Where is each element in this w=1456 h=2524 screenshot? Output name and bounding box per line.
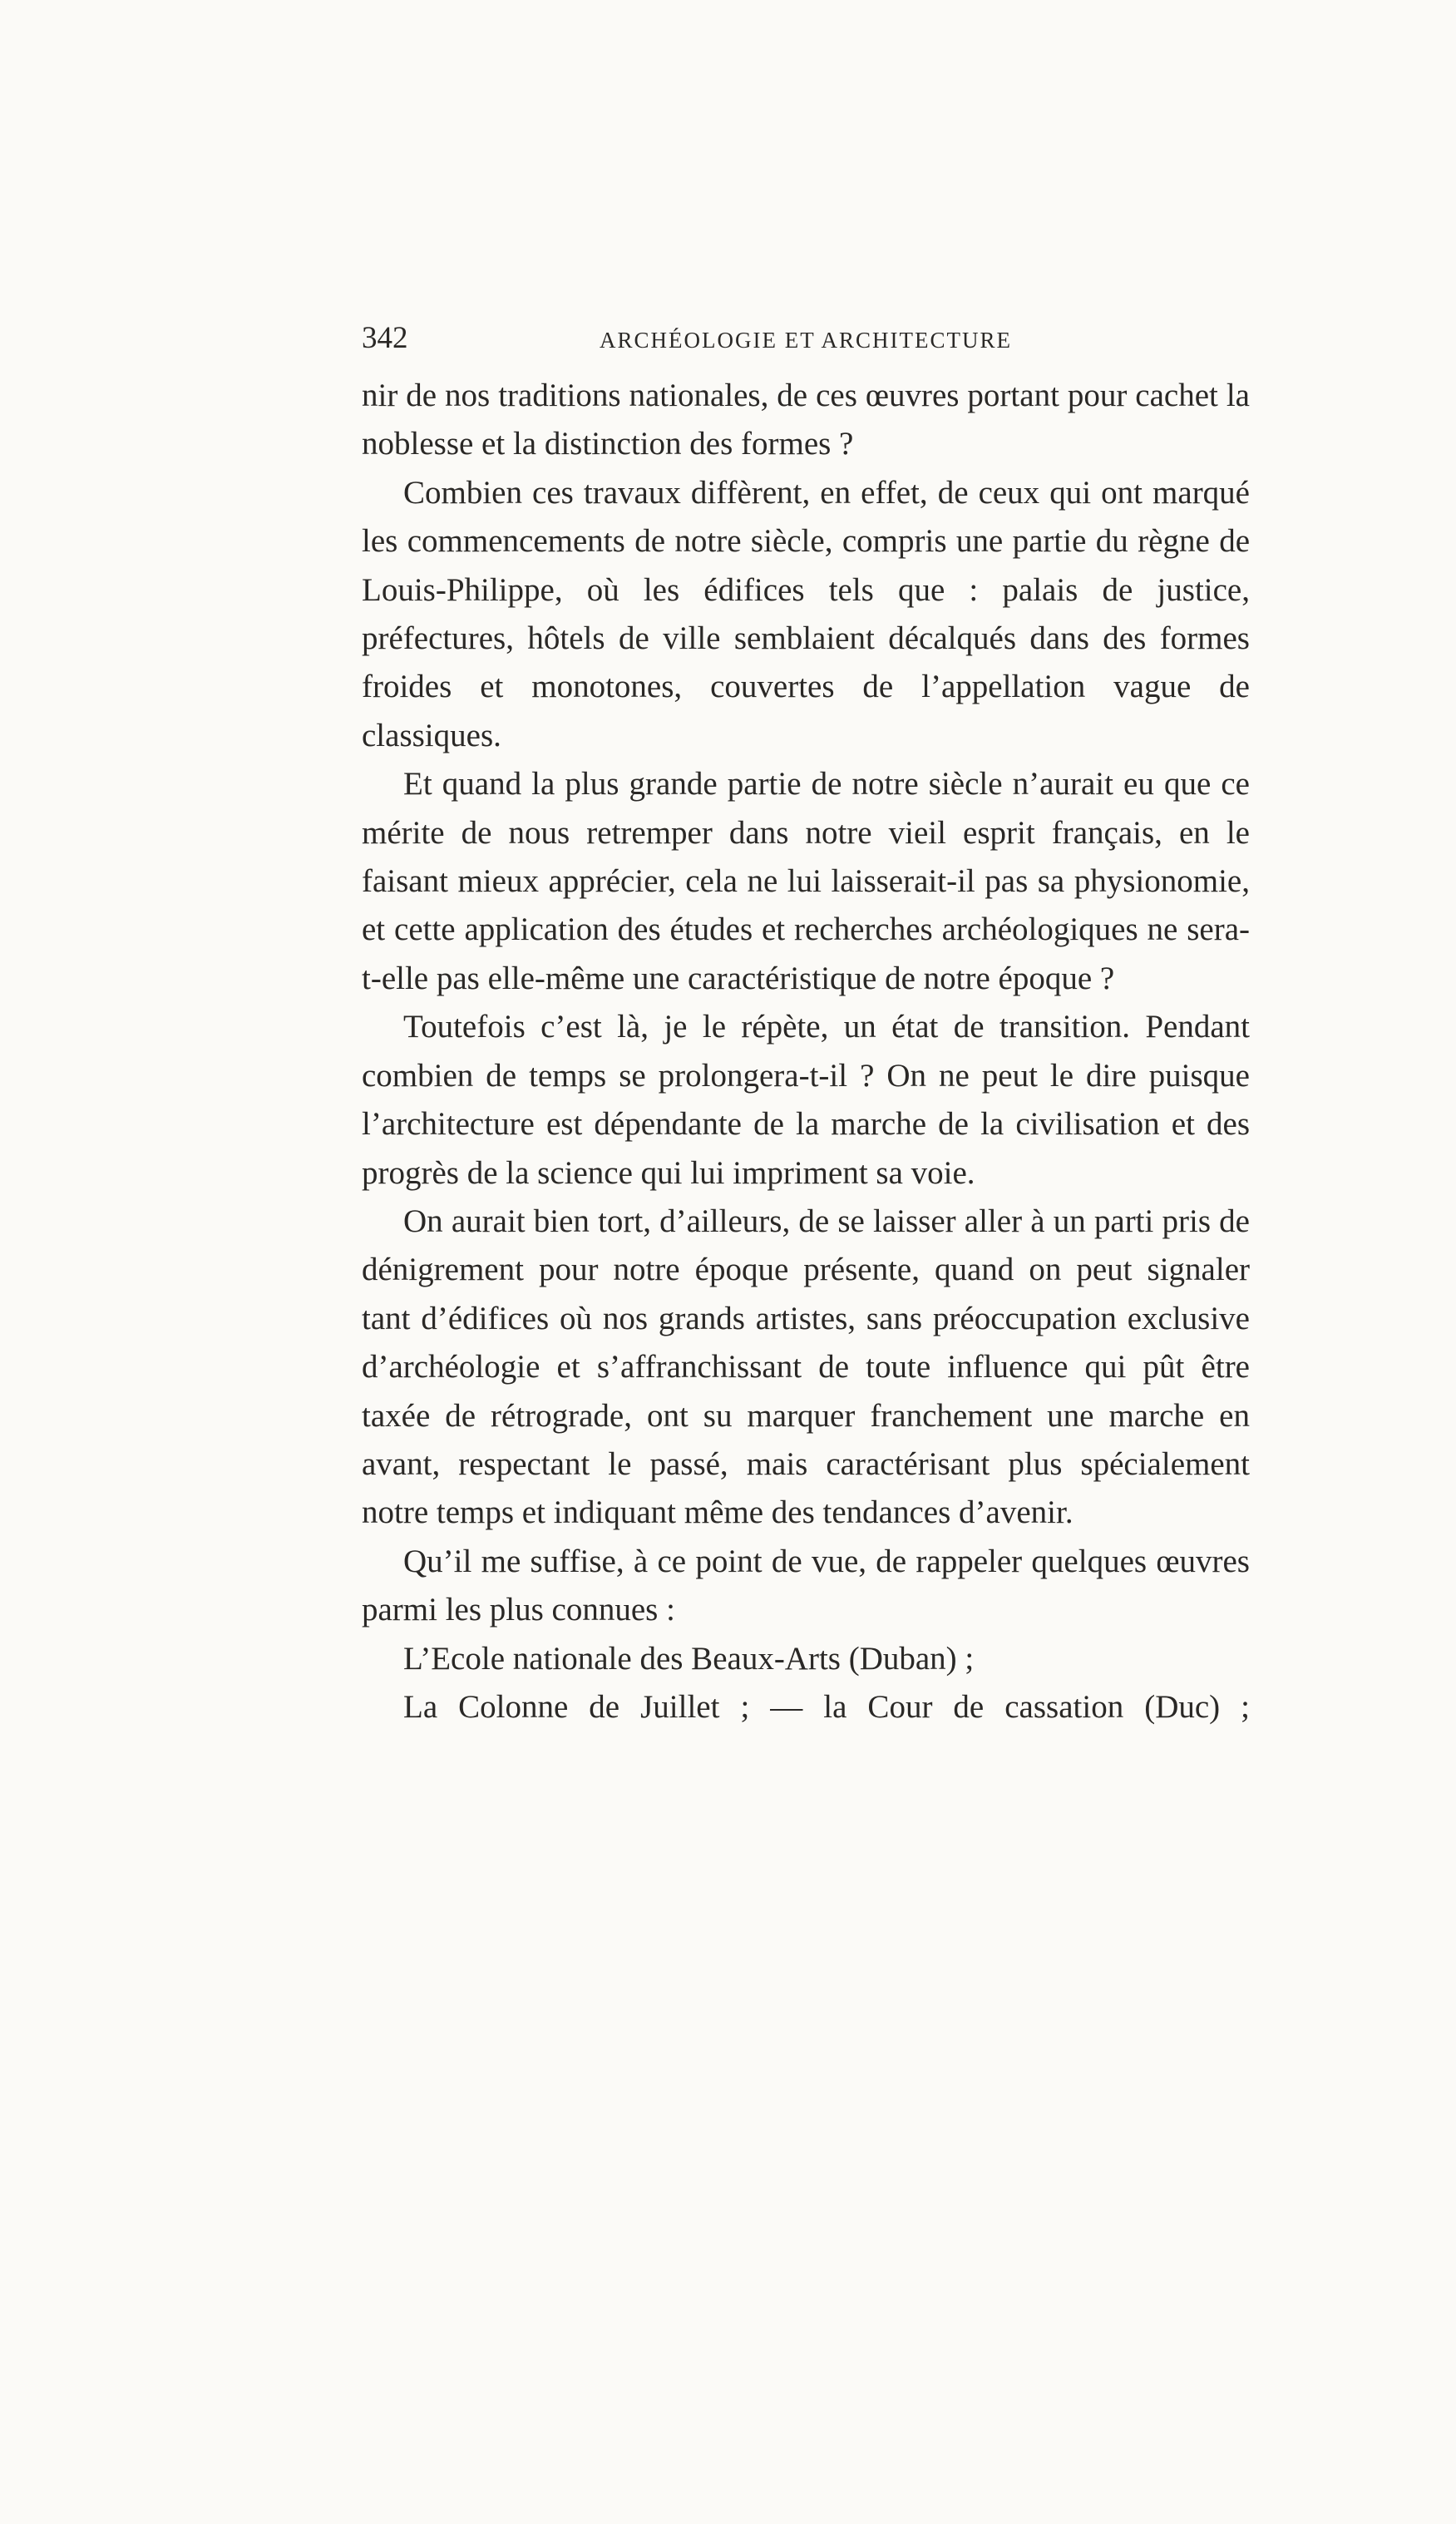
- page-number: 342: [362, 321, 408, 355]
- paragraph: On aurait bien tort, d’ailleurs, de se laisser aller à un parti pris de dénigrement pour notre époque présente, quand on peut signaler tant d’édifices où nos grands artistes, sans préoccupation exclusive d’archéologie et s’affranchissant de toute influence qui pût être taxée de rétrograde, ont su marquer franchement une marche en avant, respectant le passé, mais caractérisant plus spécialement notre temps et indiquant même des tendances d’avenir.: [362, 1203, 1250, 1531]
- list-entry: L’Ecole nationale des Beaux-Arts (Duban) ;: [403, 1640, 975, 1677]
- running-head: [362, 320, 1250, 363]
- paragraph: Et quand la plus grande partie de notre siècle n’aurait eu que ce mérite de nous retremper dans notre vieil esprit français, en le faisant mieux apprécier, cela ne lui laisserait-il pas sa physionomie, et cette application des études et recherches archéologiques ne sera-t-elle pas elle-même une caractéristique de notre époque ?: [362, 766, 1250, 996]
- page-content: [362, 320, 1250, 1731]
- paragraph-continuation: nir de nos traditions nationales, de ces œuvres portant pour cachet la noblesse et la distinction des formes ?: [362, 378, 1250, 462]
- running-title: ARCHÉOLOGIE ET ARCHITECTURE: [600, 328, 1012, 353]
- paragraph: Toutefois c’est là, je le répète, un état de transition. Pendant combien de temps se prolongera-t-il ? On ne peut le dire puisque l’architecture est dépendante de la marche de la civilisation et des progrès de la science qui lui impriment sa voie.: [362, 1009, 1250, 1191]
- paragraph: Qu’il me suffise, à ce point de vue, de rappeler quelques œuvres parmi les plus connues :: [362, 1543, 1250, 1628]
- list-entry: La Colonne de Juillet ; — la Cour de cassation (Duc) ;: [403, 1688, 1250, 1725]
- paragraph: Combien ces travaux diffèrent, en effet, de ceux qui ont marqué les commencements de notre siècle, compris une partie du règne de Louis-Philippe, où les édifices tels que : palais de justice, préfectures, hôtels de ville semblaient décalqués dans des formes froides et monotones, couvertes de l’appellation vague de classiques.: [362, 474, 1250, 753]
- body-text: [362, 372, 1250, 1731]
